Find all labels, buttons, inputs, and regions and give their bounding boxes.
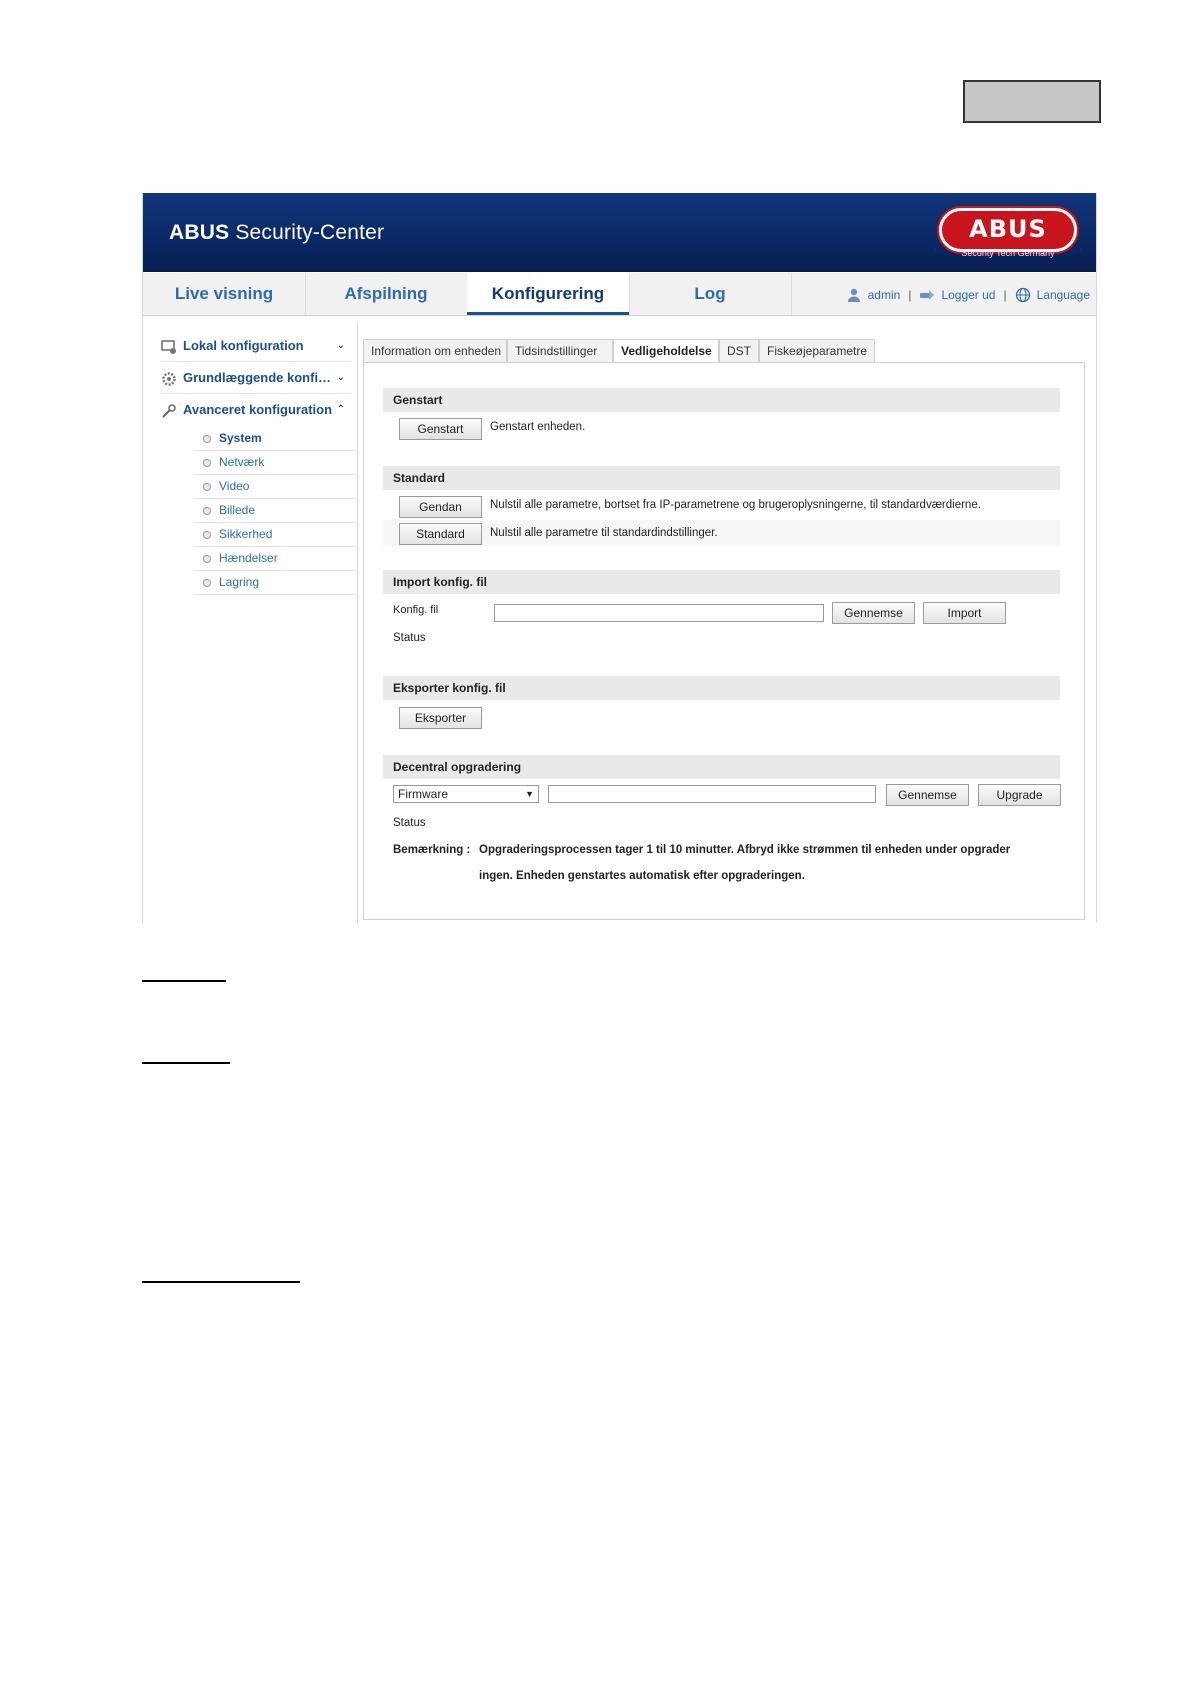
config-file-label: Konfig. fil bbox=[393, 604, 439, 616]
section-import-title: Import konfig. fil bbox=[383, 570, 1060, 594]
app-title-brand: ABUS bbox=[169, 221, 230, 244]
sidebar bbox=[143, 323, 358, 923]
sidebar-item-label: Netværk bbox=[219, 455, 265, 469]
chevron-down-icon: ⌄ bbox=[336, 372, 345, 383]
sidebar-item-security[interactable] bbox=[194, 523, 356, 547]
tab-live-view[interactable]: Live visning bbox=[143, 273, 306, 315]
logout-icon bbox=[919, 287, 935, 303]
config-file-input[interactable] bbox=[494, 604, 824, 622]
abus-logo: ABUS bbox=[939, 208, 1077, 252]
restart-button[interactable]: Genstart bbox=[399, 418, 482, 440]
user-bar bbox=[846, 273, 1090, 315]
user-bar-separator-2: | bbox=[1003, 287, 1007, 302]
bullet-icon bbox=[203, 507, 211, 515]
tab-configuration[interactable]: Konfigurering bbox=[467, 273, 630, 315]
default-row-background bbox=[383, 520, 1060, 546]
upgrade-note-line-1: Opgraderingsprocessen tager 1 til 10 minutter. Afbryd ikke strømmen til enheden under opgrader bbox=[479, 844, 1011, 856]
sidebar-item-label: Lagring bbox=[219, 575, 260, 589]
restore-description: Nulstil alle parametre, bortset fra IP-parametrene og brugeroplysningerne, til standardværdierne. bbox=[490, 499, 981, 511]
tab-log[interactable]: Log bbox=[629, 273, 792, 315]
gear-icon bbox=[161, 371, 177, 387]
sidebar-group-label: Grundlæggende konfi… bbox=[183, 370, 332, 385]
sidebar-group-label: Avanceret konfiguration bbox=[183, 402, 333, 417]
sidebar-item-events[interactable] bbox=[194, 547, 356, 571]
user-icon bbox=[846, 287, 862, 303]
restore-button[interactable]: Gendan bbox=[399, 496, 482, 518]
sidebar-group-advanced-config[interactable] bbox=[161, 395, 351, 425]
sidebar-item-system[interactable] bbox=[194, 427, 356, 451]
upgrade-note-line-2: ingen. Enheden genstartes automatisk efter opgraderingen. bbox=[479, 870, 805, 882]
maintenance-panel bbox=[363, 362, 1085, 920]
section-default-title: Standard bbox=[383, 466, 1060, 490]
underline-rule-2 bbox=[142, 1062, 230, 1064]
tab-maintenance[interactable]: Vedligeholdelse bbox=[613, 339, 719, 364]
globe-icon bbox=[1015, 287, 1031, 303]
tab-playback[interactable]: Afspilning bbox=[305, 273, 468, 315]
page-corner-box bbox=[963, 80, 1101, 123]
section-export-title: Eksporter konfig. fil bbox=[383, 676, 1060, 700]
sidebar-group-local-config[interactable] bbox=[161, 331, 351, 362]
sidebar-item-storage[interactable] bbox=[194, 571, 356, 595]
app-window bbox=[142, 193, 1097, 923]
upgrade-note-label: Bemærkning : bbox=[393, 844, 471, 856]
section-upgrade-title: Decentral opgradering bbox=[383, 755, 1060, 779]
username-link[interactable]: admin bbox=[867, 287, 901, 302]
app-title-rest: Security-Center bbox=[229, 221, 385, 244]
sidebar-item-label: Billede bbox=[219, 503, 256, 517]
upgrade-browse-button[interactable]: Gennemse bbox=[886, 784, 969, 806]
upgrade-type-select[interactable] bbox=[393, 785, 539, 803]
logo-tagline: Security Tech Germany bbox=[961, 248, 1055, 258]
upgrade-status-label: Status bbox=[393, 817, 426, 829]
import-status-label: Status bbox=[393, 632, 426, 644]
chevron-down-icon: ⌄ bbox=[336, 340, 345, 351]
main-nav bbox=[143, 273, 1096, 316]
upgrade-type-value: Firmware bbox=[398, 787, 448, 801]
sidebar-item-label: System bbox=[219, 431, 262, 445]
underline-rule-3 bbox=[142, 1281, 300, 1283]
bullet-icon bbox=[203, 579, 211, 587]
app-title bbox=[169, 221, 384, 245]
bullet-icon bbox=[203, 483, 211, 491]
import-browse-button[interactable]: Gennemse bbox=[832, 602, 915, 624]
sidebar-group-label: Lokal konfiguration bbox=[183, 338, 304, 353]
tab-dst[interactable]: DST bbox=[719, 339, 759, 363]
user-bar-separator: | bbox=[908, 287, 912, 302]
bullet-icon bbox=[203, 435, 211, 443]
sidebar-item-label: Hændelser bbox=[219, 551, 278, 565]
sidebar-item-label: Video bbox=[219, 479, 250, 493]
export-button[interactable]: Eksporter bbox=[399, 707, 482, 729]
tab-time-settings[interactable]: Tidsindstillinger bbox=[507, 339, 613, 363]
dropdown-arrow-icon: ▼ bbox=[525, 789, 534, 799]
sidebar-item-video[interactable] bbox=[194, 475, 356, 499]
main-content bbox=[363, 339, 1085, 923]
default-button[interactable]: Standard bbox=[399, 523, 482, 545]
section-restart-title: Genstart bbox=[383, 388, 1060, 412]
tab-device-info[interactable]: Information om enheden bbox=[363, 339, 507, 363]
upgrade-button[interactable]: Upgrade bbox=[978, 784, 1061, 806]
header-banner bbox=[143, 193, 1096, 272]
restart-description: Genstart enheden. bbox=[490, 421, 586, 433]
tab-fisheye-params[interactable]: Fiskeøjeparametre bbox=[759, 339, 875, 363]
bullet-icon bbox=[203, 459, 211, 467]
language-link[interactable]: Language bbox=[1036, 287, 1090, 302]
upgrade-file-input[interactable] bbox=[548, 785, 876, 803]
chevron-up-icon: ⌃ bbox=[336, 404, 345, 415]
monitor-gear-icon bbox=[161, 339, 177, 355]
bullet-icon bbox=[203, 555, 211, 563]
sidebar-item-image[interactable] bbox=[194, 499, 356, 523]
sidebar-item-network[interactable] bbox=[194, 451, 356, 475]
logout-link[interactable]: Logger ud bbox=[941, 287, 996, 302]
sidebar-item-label: Sikkerhed bbox=[219, 527, 273, 541]
wrench-icon bbox=[161, 403, 177, 419]
sidebar-group-basic-config[interactable] bbox=[161, 363, 351, 394]
underline-rule-1 bbox=[142, 980, 226, 982]
bullet-icon bbox=[203, 531, 211, 539]
default-description: Nulstil alle parametre til standardindstillinger. bbox=[490, 527, 718, 539]
import-button[interactable]: Import bbox=[923, 602, 1006, 624]
